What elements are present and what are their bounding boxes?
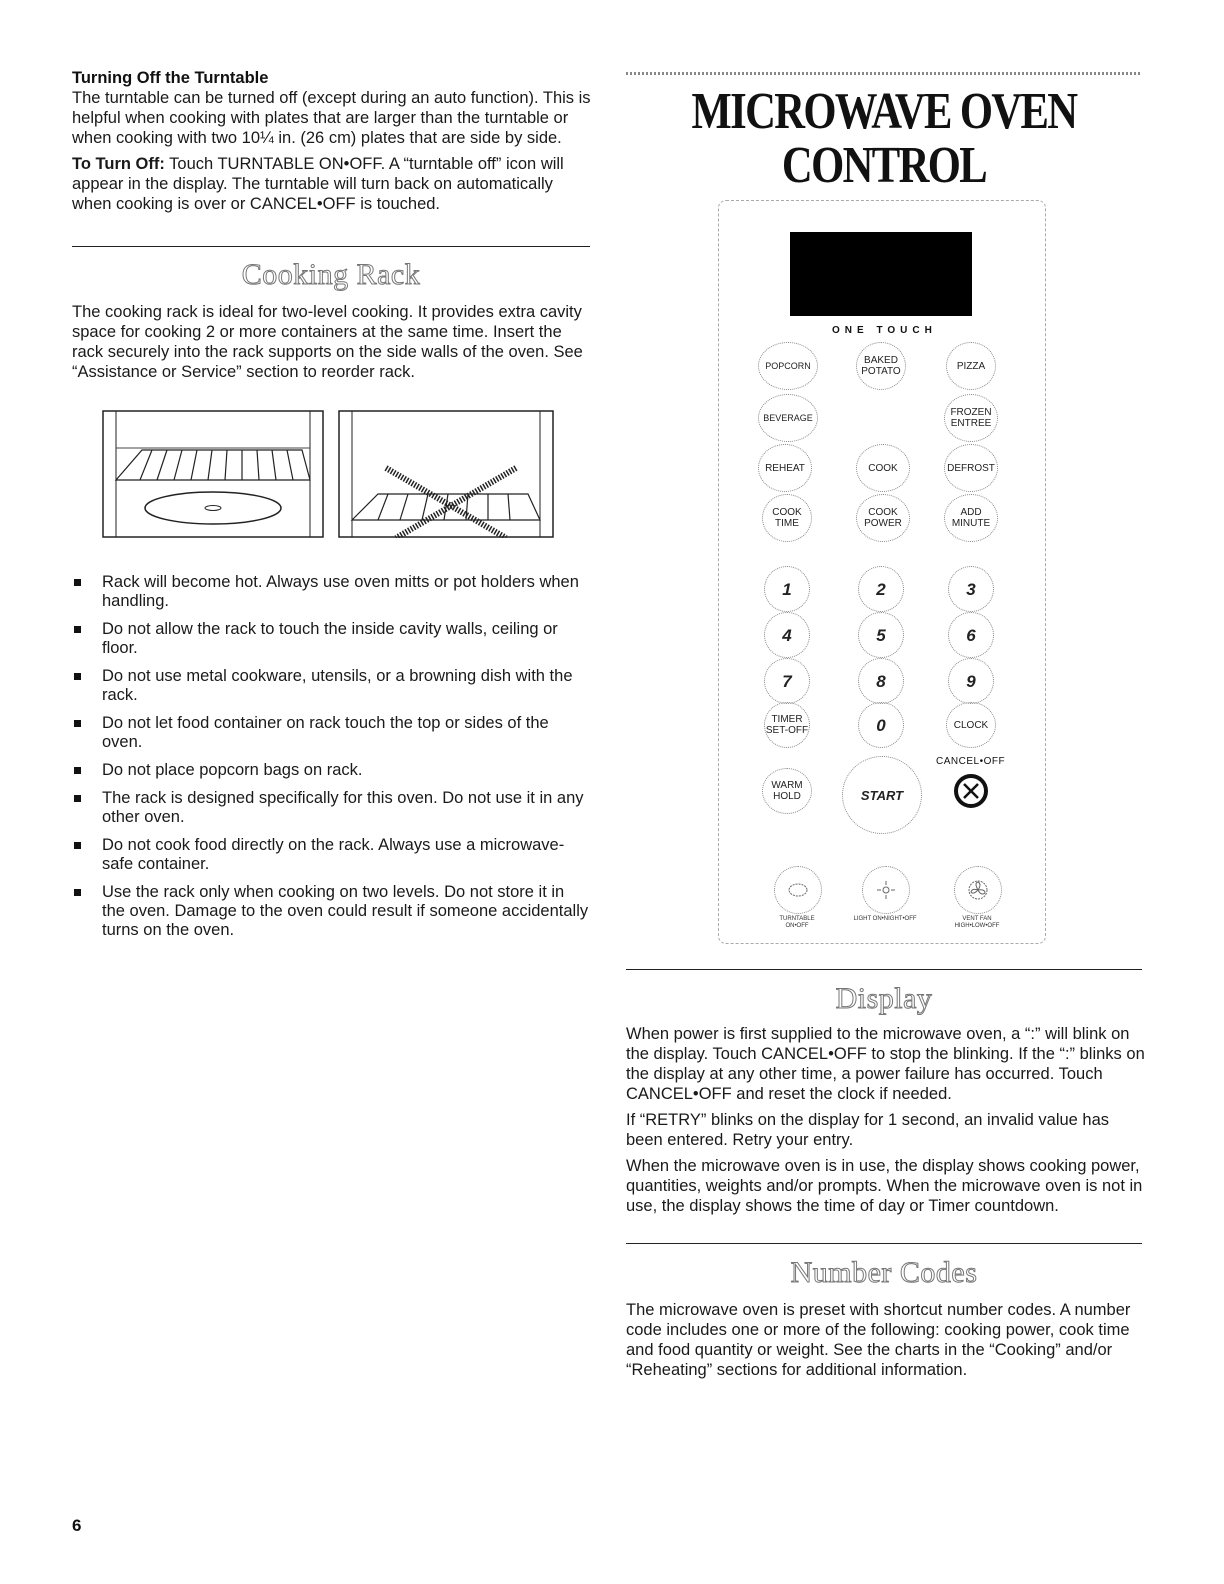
clock-button[interactable]: CLOCK <box>946 702 996 748</box>
list-item: Rack will become hot. Always use oven mitts or pot holders when handling. <box>72 573 590 611</box>
number-1-button[interactable]: 1 <box>764 566 810 612</box>
turntable-label: TURNTABLE ON•OFF <box>779 916 815 929</box>
cancel-off-button[interactable] <box>954 774 988 808</box>
display-screen <box>790 232 972 316</box>
display-paragraph-2: If “RETRY” blinks on the display for 1 second, an invalid value has been entered. Retry your entry. <box>626 1111 1110 1149</box>
turn-off-paragraph <box>72 154 592 214</box>
beverage-button[interactable]: BEVERAGE <box>758 394 818 442</box>
light-button[interactable] <box>862 866 910 914</box>
turntable-icon <box>787 882 809 898</box>
cook-button[interactable]: COOK <box>856 444 910 492</box>
display-title: Display <box>835 982 933 1015</box>
vent-fan-button[interactable] <box>954 866 1002 914</box>
list-item: Do not place popcorn bags on rack. <box>72 761 590 780</box>
turntable-section <box>72 68 592 214</box>
rack-correct-illustration <box>102 410 324 538</box>
number-8-button[interactable]: 8 <box>858 658 904 704</box>
number-codes-title: Number Codes <box>790 1256 978 1289</box>
list-item: Do not cook food directly on the rack. Always use a microwave-safe container. <box>72 836 590 874</box>
popcorn-button[interactable]: POPCORN <box>758 342 818 390</box>
rack-incorrect-illustration <box>338 410 554 538</box>
display-section <box>626 1024 1146 1216</box>
number-3-button[interactable]: 3 <box>948 566 994 612</box>
control-title-line2: CONTROL <box>781 137 987 194</box>
cooking-rack-title: Cooking Rack <box>241 258 421 291</box>
number-5-button[interactable]: 5 <box>858 612 904 658</box>
turntable-heading: Turning Off the Turntable <box>72 69 269 87</box>
list-item: Do not let food container on rack touch the top or sides of the oven. <box>72 714 590 752</box>
reheat-button[interactable]: REHEAT <box>758 444 812 492</box>
timer-set-off-button[interactable]: TIMER SET-OFF <box>764 702 810 748</box>
number-0-button[interactable]: 0 <box>858 702 904 748</box>
number-2-button[interactable]: 2 <box>858 566 904 612</box>
defrost-button[interactable]: DEFROST <box>944 444 998 492</box>
turn-off-label: To Turn Off: <box>72 155 165 173</box>
cook-time-button[interactable]: COOK TIME <box>762 494 812 542</box>
display-paragraph-3: When the microwave oven is in use, the display shows cooking power, quantities, weights and/or prompts. When the microwave oven is not in use, the display shows the time of day or Timer countdown. <box>626 1157 1143 1215</box>
page-number: 6 <box>72 1516 82 1535</box>
list-item: The rack is designed specifically for this oven. Do not use it in any other oven. <box>72 789 590 827</box>
list-item: Do not allow the rack to touch the inside cavity walls, ceiling or floor. <box>72 620 590 658</box>
start-button[interactable]: START <box>842 756 922 834</box>
cook-power-button[interactable]: COOK POWER <box>856 494 910 542</box>
add-minute-button[interactable]: ADD MINUTE <box>944 494 998 542</box>
control-title-line1: MICROWAVE OVEN <box>691 83 1077 140</box>
turntable-button[interactable] <box>774 866 822 914</box>
vent-fan-label: VENT FAN HIGH•LOW•OFF <box>954 916 1000 929</box>
cancel-icon <box>954 774 988 808</box>
list-item: Use the rack only when cooking on two levels. Do not store it in the oven. Damage to the oven could result if someone accidentally turns on the oven. <box>72 883 590 940</box>
number-9-button[interactable]: 9 <box>948 658 994 704</box>
turntable-paragraph: The turntable can be turned off (except during an auto function). This is helpful when cooking with plates that are larger than the turntable or when cooking with two 10¼ in. (26 cm) plates that are side by side. <box>72 89 591 147</box>
header-dotted-rule <box>626 72 1142 75</box>
rack-bullet-list <box>72 573 590 949</box>
one-touch-label: ONE TOUCH <box>832 325 937 336</box>
baked-potato-button[interactable]: BAKED POTATO <box>856 342 906 390</box>
number-4-button[interactable]: 4 <box>764 612 810 658</box>
divider-rule <box>72 246 590 247</box>
warm-hold-button[interactable]: WARM HOLD <box>762 768 812 814</box>
cancel-off-label: CANCEL•OFF <box>936 756 1006 767</box>
light-label: LIGHT ON•NIGHT•OFF <box>853 916 917 922</box>
display-divider <box>626 969 1142 970</box>
number-codes-paragraph: The microwave oven is preset with shortcut number codes. A number code includes one or more of the following: cooking power, cook time and food quantity or weight. See the charts in the “Cooking” and/or “Reheating” sections for additional information. <box>626 1301 1131 1379</box>
light-icon <box>876 880 896 900</box>
display-paragraph-1: When power is first supplied to the microwave oven, a “:” will blink on the display. Touch CANCEL•OFF to stop the blinking. If the “:” blinks on the display at any other time, a power failure has occurred. Touch CANCEL•OFF and reset the clock if needed. <box>626 1025 1145 1103</box>
number-6-button[interactable]: 6 <box>948 612 994 658</box>
number-7-button[interactable]: 7 <box>764 658 810 704</box>
pizza-button[interactable]: PIZZA <box>946 342 996 390</box>
frozen-entree-button[interactable]: FROZEN ENTREE <box>944 394 998 442</box>
turn-off-text: Touch TURNTABLE ON•OFF. A “turntable off” icon will appear in the display. The turntable will turn back on automatically when cooking is over or CANCEL•OFF is touched. <box>72 155 564 213</box>
fan-icon <box>967 879 989 901</box>
number-codes-divider <box>626 1243 1142 1244</box>
list-item: Do not use metal cookware, utensils, or a browning dish with the rack. <box>72 667 590 705</box>
cooking-rack-intro: The cooking rack is ideal for two-level cooking. It provides extra cavity space for cooking 2 or more containers at the same time. Insert the rack securely into the rack supports on the side walls of the oven. See “Assistance or Service” section to reorder rack. <box>72 303 583 381</box>
